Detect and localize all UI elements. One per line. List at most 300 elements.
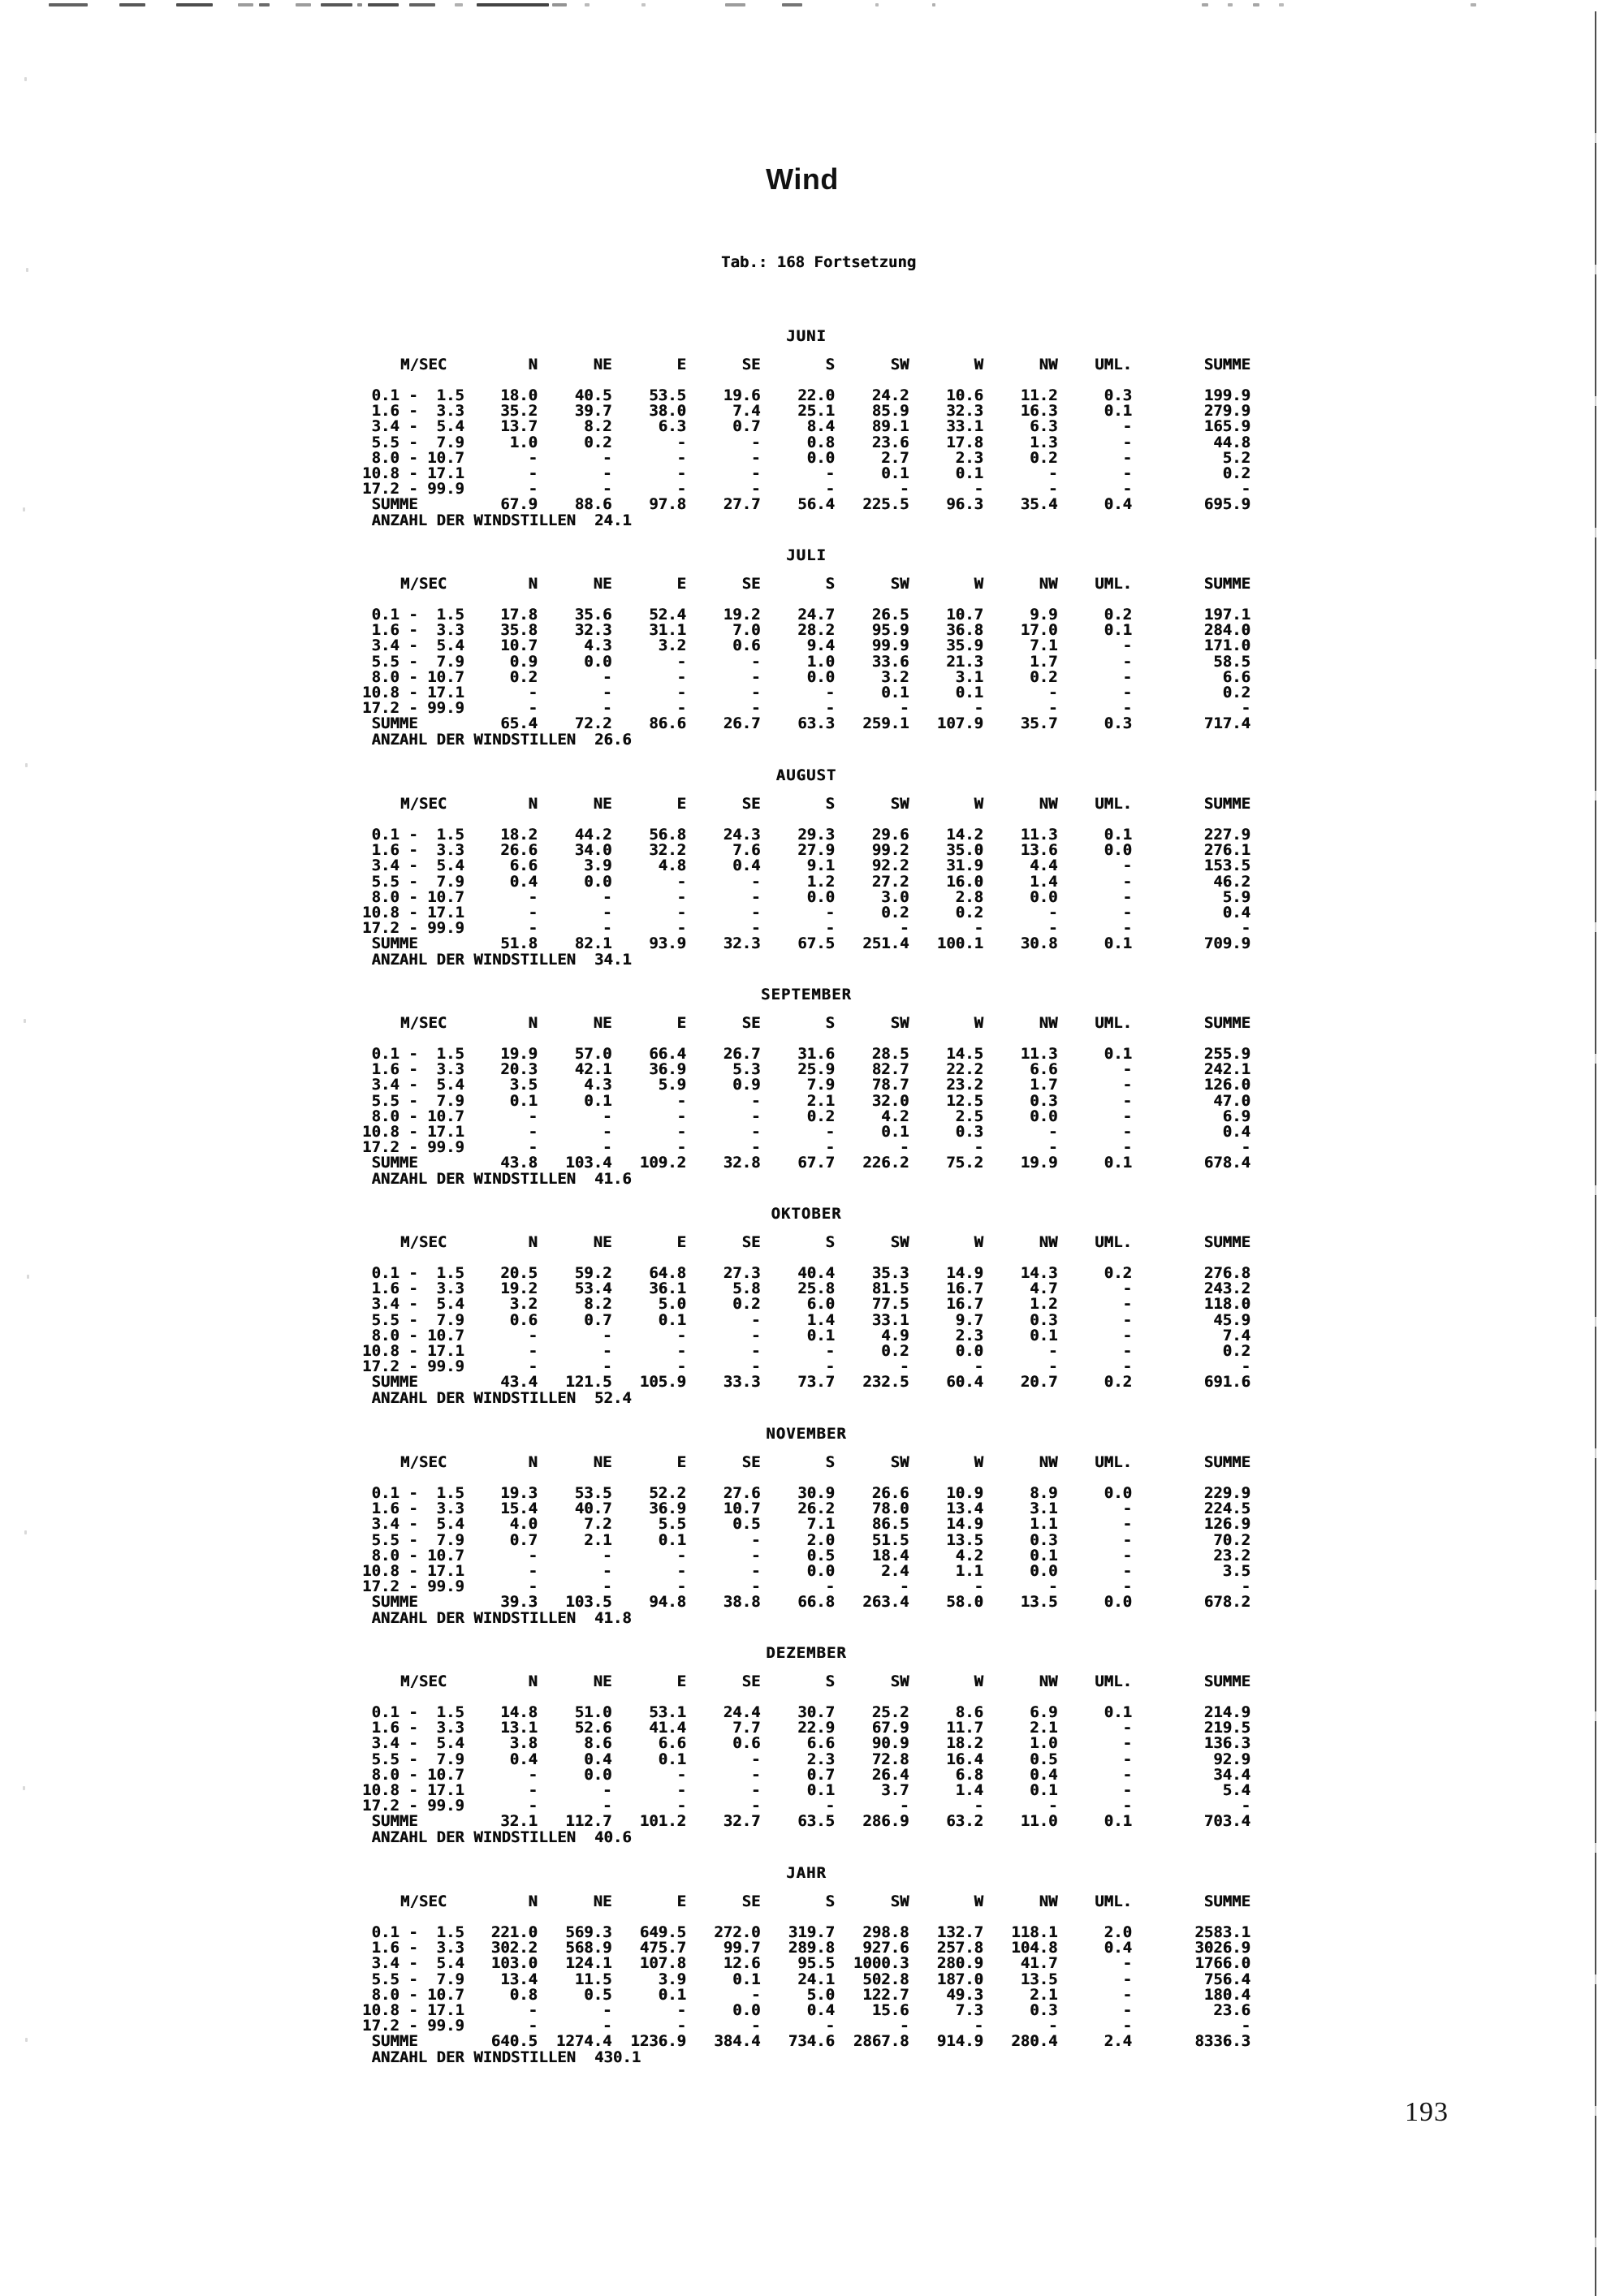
cell: 927.6: [862, 1939, 909, 1957]
cell: 41.7: [1020, 1954, 1058, 1973]
cell: 10.9: [946, 1484, 983, 1502]
cell: -: [825, 1797, 835, 1815]
cell: 95.5: [797, 1954, 835, 1973]
row-label: 3.4 - 5.4: [362, 417, 464, 436]
cell: 25.9: [797, 1060, 835, 1079]
cell: 99.2: [871, 841, 909, 860]
header-cell: NW: [1039, 1672, 1058, 1690]
cell: 81.5: [871, 1280, 909, 1298]
cell: 272.0: [714, 1923, 761, 1941]
cell: 9.1: [806, 857, 835, 875]
cell: 221.0: [490, 1923, 538, 1941]
cell: 52.2: [649, 1484, 686, 1502]
cell: 0.6: [732, 637, 761, 655]
cell: 695.9: [1203, 495, 1250, 514]
cell: -: [528, 1357, 538, 1376]
cell: 1236.9: [630, 2032, 686, 2051]
cell: 1.1: [1030, 1515, 1058, 1534]
month-table: [362, 1205, 1250, 1409]
cell: -: [528, 887, 538, 906]
row-label: SUMME: [362, 1373, 418, 1392]
cell: 226.2: [862, 1154, 909, 1172]
cell: -: [825, 919, 835, 938]
table-row: [362, 2003, 1250, 2018]
header-cell: NW: [1039, 1892, 1058, 1910]
cell: 0.1: [658, 1310, 686, 1329]
table-caption: Tab.: 168 Fortsetzung: [721, 253, 917, 271]
row-label: 0.1 - 1.5: [362, 826, 464, 844]
cell: 63.3: [797, 714, 835, 733]
cell: 39.3: [500, 1593, 538, 1612]
cell: -: [900, 699, 909, 718]
cell: -: [1122, 1750, 1132, 1768]
header-cell: UML.: [1095, 356, 1132, 373]
summe-row: [362, 936, 1250, 952]
cell: -: [751, 2017, 761, 2035]
cell: 3.7: [881, 1781, 909, 1799]
cell: 72.2: [574, 714, 612, 733]
cell: 649.5: [639, 1923, 686, 1941]
header-cell: E: [676, 1233, 686, 1251]
cell: 10.7: [500, 637, 538, 655]
row-label: 10.8 - 17.1: [362, 1781, 464, 1799]
scan-artifact: [24, 77, 27, 81]
cell: -: [974, 1138, 983, 1157]
row-label: 5.5 - 7.9: [362, 1091, 464, 1110]
cell: -: [751, 1781, 761, 1799]
cell: 0.0: [806, 887, 835, 906]
cell: -: [900, 1138, 909, 1157]
cell: 7.1: [806, 1515, 835, 1534]
cell: 286.9: [862, 1812, 909, 1831]
row-label: 0.1 - 1.5: [362, 1045, 464, 1063]
cell: -: [974, 1577, 983, 1596]
cell: 35.8: [500, 621, 538, 640]
cell: 0.2: [881, 1342, 909, 1360]
cell: -: [676, 1342, 686, 1360]
windstillen-line: ANZAHL DER WINDSTILLEN 41.8: [362, 1608, 632, 1627]
cell: 0.4: [732, 857, 761, 875]
row-label: 1.6 - 3.3: [362, 402, 464, 421]
cell: 85.9: [871, 402, 909, 421]
cell: 165.9: [1203, 417, 1250, 436]
cell: -: [528, 2017, 538, 2035]
table-row: [362, 843, 1250, 858]
cell: 3.1: [955, 667, 983, 686]
scan-artifact: [259, 3, 270, 6]
cell: 10.7: [946, 606, 983, 624]
scan-artifact: [23, 1786, 25, 1790]
cell: -: [676, 1577, 686, 1596]
cell: -: [751, 480, 761, 498]
cell: 58.0: [946, 1593, 983, 1612]
cell: -: [603, 1797, 612, 1815]
cell: 6.9: [1030, 1703, 1058, 1721]
cell: 8.9: [1030, 1484, 1058, 1502]
cell: 243.2: [1203, 1280, 1250, 1298]
cell: 232.5: [862, 1373, 909, 1392]
header-cell: S: [825, 1233, 835, 1251]
cell: 0.2: [1222, 684, 1250, 701]
header-cell: SUMME: [1203, 1672, 1250, 1690]
header-cell: W: [974, 795, 983, 813]
cell: 0.0: [806, 448, 835, 467]
scan-artifact: [477, 3, 549, 6]
cell: -: [1048, 1797, 1058, 1815]
cell: 279.9: [1203, 402, 1250, 421]
header-cell: M/SEC: [400, 356, 447, 373]
cell: 756.4: [1203, 1970, 1250, 1988]
cell: -: [1122, 1326, 1132, 1344]
cell: 70.2: [1213, 1530, 1250, 1549]
cell: 16.0: [946, 872, 983, 891]
month-table: [362, 327, 1250, 532]
cell: 92.2: [871, 857, 909, 875]
cell: 56.8: [649, 826, 686, 844]
cell: 29.6: [871, 826, 909, 844]
cell: 105.9: [639, 1373, 686, 1392]
cell: 199.9: [1203, 386, 1250, 404]
cell: 255.9: [1203, 1045, 1250, 1063]
month-title: DEZEMBER: [766, 1644, 847, 1662]
cell: -: [1122, 1138, 1132, 1157]
cell: 89.1: [871, 417, 909, 436]
cell: -: [1048, 1123, 1058, 1141]
cell: 0.3: [1030, 1091, 1058, 1110]
cell: 0.0: [806, 1562, 835, 1580]
cell: -: [1122, 480, 1132, 498]
row-label: 1.6 - 3.3: [362, 1280, 464, 1298]
cell: 0.3: [955, 1123, 983, 1141]
row-label: 8.0 - 10.7: [362, 667, 464, 686]
scan-artifact: [1279, 3, 1284, 6]
cell: 86.5: [871, 1515, 909, 1534]
cell: 12.6: [723, 1954, 761, 1973]
row-label: 17.2 - 99.9: [362, 699, 464, 718]
scan-artifact: [1202, 3, 1208, 6]
cell: -: [1122, 1515, 1132, 1534]
header-cell: N: [528, 1672, 538, 1690]
cell: -: [1122, 887, 1132, 906]
cell: 124.1: [565, 1954, 612, 1973]
cell: 171.0: [1203, 637, 1250, 655]
table-row: [362, 887, 1250, 906]
cell: 11.3: [1020, 826, 1058, 844]
cell: 25.8: [797, 1280, 835, 1298]
cell: -: [1048, 480, 1058, 498]
cell: 0.2: [1030, 448, 1058, 467]
cell: -: [900, 1357, 909, 1376]
month-title: SEPTEMBER: [761, 986, 852, 1003]
row-label: 0.1 - 1.5: [362, 1484, 464, 1502]
cell: 251.4: [862, 934, 909, 953]
cell: 19.2: [500, 1280, 538, 1298]
row-label: 5.5 - 7.9: [362, 872, 464, 891]
cell: -: [676, 684, 686, 701]
cell: 5.8: [732, 1280, 761, 1298]
cell: -: [1122, 1342, 1132, 1360]
header-cell: SE: [741, 1014, 761, 1032]
cell: 0.0: [1104, 1484, 1132, 1502]
cell: 276.8: [1203, 1264, 1250, 1282]
scan-artifact: [875, 3, 879, 6]
cell: -: [825, 1357, 835, 1376]
cell: 67.9: [500, 495, 538, 514]
cell: -: [528, 464, 538, 482]
cell: 11.3: [1020, 1045, 1058, 1063]
cell: 0.4: [509, 1750, 538, 1768]
cell: 90.9: [871, 1734, 909, 1753]
row-label: SUMME: [362, 1593, 418, 1612]
row-label: 17.2 - 99.9: [362, 1138, 464, 1157]
cell: 34.4: [1213, 1765, 1250, 1784]
cell: 82.7: [871, 1060, 909, 1079]
cell: 1766.0: [1194, 1954, 1250, 1973]
row-label: 10.8 - 17.1: [362, 684, 464, 701]
header-cell: SW: [890, 1672, 909, 1690]
cell: -: [676, 904, 686, 921]
cell: 107.8: [639, 1954, 686, 1973]
row-label: 1.6 - 3.3: [362, 841, 464, 860]
cell: -: [603, 1123, 612, 1141]
cell: 63.5: [797, 1812, 835, 1831]
table-row: [362, 419, 1250, 434]
cell: 0.1: [1104, 621, 1132, 640]
cell: 7.2: [584, 1515, 612, 1534]
cell: 95.9: [871, 621, 909, 640]
cell: 35.4: [1020, 495, 1058, 514]
summe-row: [362, 2034, 1250, 2049]
windstillen-line: ANZAHL DER WINDSTILLEN 24.1: [362, 511, 632, 529]
cell: -: [1122, 2017, 1132, 2035]
cell: 3.5: [509, 1076, 538, 1094]
cell: -: [751, 887, 761, 906]
cell: -: [825, 1123, 835, 1141]
cell: 197.1: [1203, 606, 1250, 624]
windstillen-line: ANZAHL DER WINDSTILLEN 41.6: [362, 1169, 632, 1188]
cell: -: [1122, 2001, 1132, 2019]
cell: 10.7: [723, 1500, 761, 1518]
cell: 0.0: [732, 2001, 761, 2019]
cell: 36.8: [946, 621, 983, 640]
cell: -: [1122, 1970, 1132, 1988]
cell: 16.7: [946, 1280, 983, 1298]
cell: 97.8: [649, 495, 686, 514]
header-cell: N: [528, 795, 538, 813]
cell: 7.1: [1030, 637, 1058, 655]
cell: -: [528, 1326, 538, 1344]
cell: -: [751, 1562, 761, 1580]
header-cell: NE: [593, 1233, 612, 1251]
cell: -: [676, 1546, 686, 1564]
summe-row: [362, 716, 1250, 732]
cell: 78.0: [871, 1500, 909, 1518]
row-label: 0.1 - 1.5: [362, 606, 464, 624]
table-header-row: [362, 796, 1250, 812]
scan-artifact: [782, 3, 802, 6]
table-row: [362, 435, 1250, 451]
cell: 43.4: [500, 1373, 538, 1392]
cell: 32.3: [946, 402, 983, 421]
cell: 1.4: [955, 1781, 983, 1799]
cell: -: [825, 684, 835, 701]
row-label: 3.4 - 5.4: [362, 1734, 464, 1753]
header-cell: UML.: [1095, 1672, 1132, 1690]
cell: 78.7: [871, 1076, 909, 1094]
header-cell: SUMME: [1203, 1233, 1250, 1251]
cell: 569.3: [565, 1923, 612, 1941]
scan-artifact: [26, 268, 28, 272]
cell: -: [676, 464, 686, 482]
cell: 13.6: [1020, 841, 1058, 860]
row-label: 8.0 - 10.7: [362, 1326, 464, 1344]
header-cell: N: [528, 1892, 538, 1910]
table-header-row: [362, 1016, 1250, 1031]
cell: 44.8: [1213, 433, 1250, 451]
table-row: [362, 1310, 1250, 1329]
cell: 475.7: [639, 1939, 686, 1957]
cell: 26.6: [500, 841, 538, 860]
header-cell: SE: [741, 795, 761, 813]
cell: 3.1: [1030, 1500, 1058, 1518]
header-cell: N: [528, 575, 538, 593]
cell: 7.7: [732, 1719, 761, 1737]
cell: 2.8: [955, 887, 983, 906]
cell: 11.7: [946, 1719, 983, 1737]
cell: 103.0: [490, 1954, 538, 1973]
cell: 280.4: [1011, 2032, 1058, 2051]
row-label: 5.5 - 7.9: [362, 1530, 464, 1549]
table-row: [362, 1530, 1250, 1549]
cell: -: [974, 699, 983, 718]
row-label: 8.0 - 10.7: [362, 448, 464, 467]
cell: 35.9: [946, 637, 983, 655]
cell: 101.2: [639, 1812, 686, 1831]
cell: -: [1241, 919, 1250, 938]
windstillen-line: ANZAHL DER WINDSTILLEN 34.1: [362, 950, 632, 969]
cell: 0.0: [806, 667, 835, 686]
cell: 77.5: [871, 1295, 909, 1314]
cell: -: [825, 1138, 835, 1157]
header-cell: SUMME: [1203, 356, 1250, 373]
scan-artifact: [1471, 3, 1476, 6]
cell: -: [528, 1123, 538, 1141]
row-label: 1.6 - 3.3: [362, 1939, 464, 1957]
header-cell: SUMME: [1203, 575, 1250, 593]
row-label: 5.5 - 7.9: [362, 1970, 464, 1988]
scan-artifact: [24, 1530, 27, 1534]
header-cell: E: [676, 1892, 686, 1910]
cell: 2.0: [806, 1530, 835, 1549]
cell: 19.9: [1020, 1154, 1058, 1172]
cell: 45.9: [1213, 1310, 1250, 1329]
cell: 66.8: [797, 1593, 835, 1612]
cell: 0.6: [732, 1734, 761, 1753]
cell: 225.5: [862, 495, 909, 514]
cell: 5.3: [732, 1060, 761, 1079]
cell: 41.4: [649, 1719, 686, 1737]
table-row: [362, 623, 1250, 638]
table-row: [362, 1564, 1250, 1579]
cell: 109.2: [639, 1154, 686, 1172]
cell: 8336.3: [1194, 2032, 1250, 2051]
table-header-row: [362, 576, 1250, 592]
cell: 0.0: [1030, 1562, 1058, 1580]
cell: 18.4: [871, 1546, 909, 1564]
table-row: [362, 1736, 1250, 1751]
cell: 18.2: [946, 1734, 983, 1753]
cell: -: [1122, 1797, 1132, 1815]
cell: -: [1122, 1060, 1132, 1079]
cell: -: [825, 1577, 835, 1596]
cell: 14.9: [946, 1264, 983, 1282]
header-cell: M/SEC: [400, 575, 447, 593]
header-cell: SW: [890, 1453, 909, 1471]
cell: 2.1: [1030, 1719, 1058, 1737]
header-cell: NE: [593, 1892, 612, 1910]
cell: 224.5: [1203, 1500, 1250, 1518]
cell: 302.2: [490, 1939, 538, 1957]
cell: 24.3: [723, 826, 761, 844]
cell: -: [676, 2001, 686, 2019]
header-cell: SE: [741, 1233, 761, 1251]
cell: 0.4: [1222, 1123, 1250, 1141]
row-label: 8.0 - 10.7: [362, 1985, 464, 2004]
header-cell: M/SEC: [400, 1672, 447, 1690]
cell: 0.1: [881, 1123, 909, 1141]
cell: 3.2: [509, 1295, 538, 1314]
summe-row: [362, 1375, 1250, 1390]
cell: 0.2: [1222, 464, 1250, 482]
cell: -: [603, 1781, 612, 1799]
cell: 1.7: [1030, 1076, 1058, 1094]
cell: 94.8: [649, 1593, 686, 1612]
cell: 8.2: [584, 417, 612, 436]
cell: 2.4: [881, 1562, 909, 1580]
cell: 0.1: [658, 1750, 686, 1768]
table-row: [362, 1091, 1250, 1110]
header-cell: W: [974, 1014, 983, 1032]
cell: -: [603, 2001, 612, 2019]
cell: 43.8: [500, 1154, 538, 1172]
row-label: 8.0 - 10.7: [362, 1765, 464, 1784]
cell: 7.3: [955, 2001, 983, 2019]
header-cell: UML.: [1095, 1892, 1132, 1910]
cell: 5.0: [806, 1985, 835, 2004]
cell: 122.7: [862, 1985, 909, 2004]
header-cell: NE: [593, 795, 612, 813]
header-cell: W: [974, 575, 983, 593]
scan-artifact: [296, 3, 311, 6]
row-label: 3.4 - 5.4: [362, 1076, 464, 1094]
cell: 0.1: [1104, 1154, 1132, 1172]
header-cell: S: [825, 1453, 835, 1471]
cell: -: [1122, 1765, 1132, 1784]
row-label: 8.0 - 10.7: [362, 887, 464, 906]
row-label: 17.2 - 99.9: [362, 2017, 464, 2035]
cell: -: [825, 2017, 835, 2035]
cell: 14.2: [946, 826, 983, 844]
cell: -: [751, 1357, 761, 1376]
cell: 16.7: [946, 1295, 983, 1314]
header-cell: M/SEC: [400, 795, 447, 813]
cell: 0.5: [806, 1546, 835, 1564]
cell: 75.2: [946, 1154, 983, 1172]
cell: -: [603, 1357, 612, 1376]
cell: 0.1: [881, 464, 909, 482]
scan-artifact: [368, 3, 399, 6]
cell: 0.7: [732, 417, 761, 436]
